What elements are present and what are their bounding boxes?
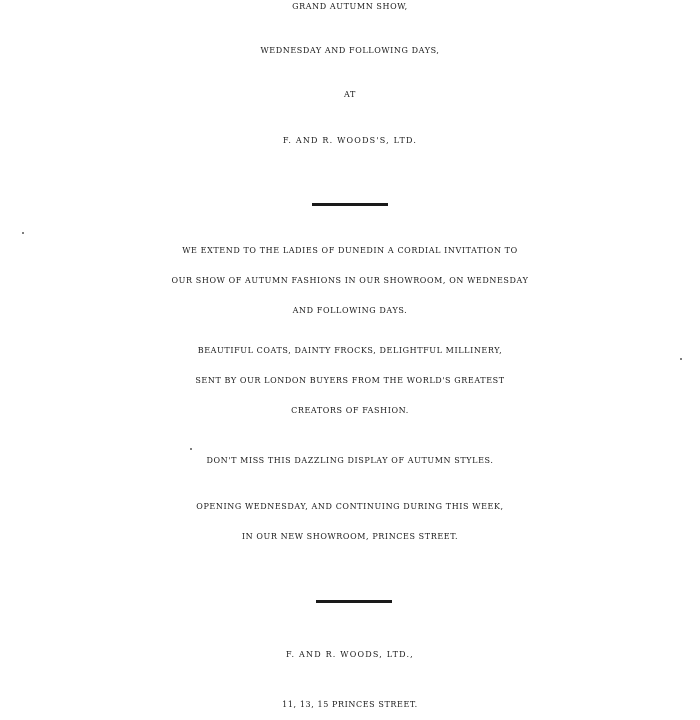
show-days: WEDNESDAY AND FOLLOWING DAYS,	[260, 46, 440, 55]
footer-firm: F. AND R. WOODS, LTD.,	[286, 650, 414, 659]
goods-line-3: CREATORS OF FASHION.	[291, 406, 409, 415]
invitation-line-1: WE EXTEND TO THE LADIES OF DUNEDIN A CORDIAL INVITATION TO	[182, 246, 518, 255]
firm-heading: F. AND R. WOODS'S, LTD.	[282, 136, 418, 145]
print-speck	[190, 448, 192, 450]
divider-top	[312, 203, 388, 206]
dont-miss-line: DON'T MISS THIS DAZZLING DISPLAY OF AUTUMN STYLES.	[206, 456, 494, 465]
footer-address: 11, 13, 15 PRINCES STREET.	[282, 700, 418, 709]
invitation-line-2: OUR SHOW OF AUTUMN FASHIONS IN OUR SHOWROOM, ON WEDNESDAY	[171, 276, 529, 285]
print-speck	[22, 232, 24, 234]
at-label: AT	[344, 90, 356, 99]
invitation-line-3: AND FOLLOWING DAYS.	[292, 306, 408, 315]
opening-line-2: IN OUR NEW SHOWROOM, PRINCES STREET.	[241, 532, 459, 541]
divider-bottom	[316, 600, 392, 603]
opening-line-1: OPENING WEDNESDAY, AND CONTINUING DURING THIS WEEK,	[196, 502, 504, 511]
print-speck	[680, 358, 682, 360]
show-title: GRAND AUTUMN SHOW,	[292, 2, 408, 11]
goods-line-1: BEAUTIFUL COATS, DAINTY FROCKS, DELIGHTFUL MILLINERY,	[197, 346, 503, 355]
goods-line-2: SENT BY OUR LONDON BUYERS FROM THE WORLD'S GREATEST	[195, 376, 505, 385]
